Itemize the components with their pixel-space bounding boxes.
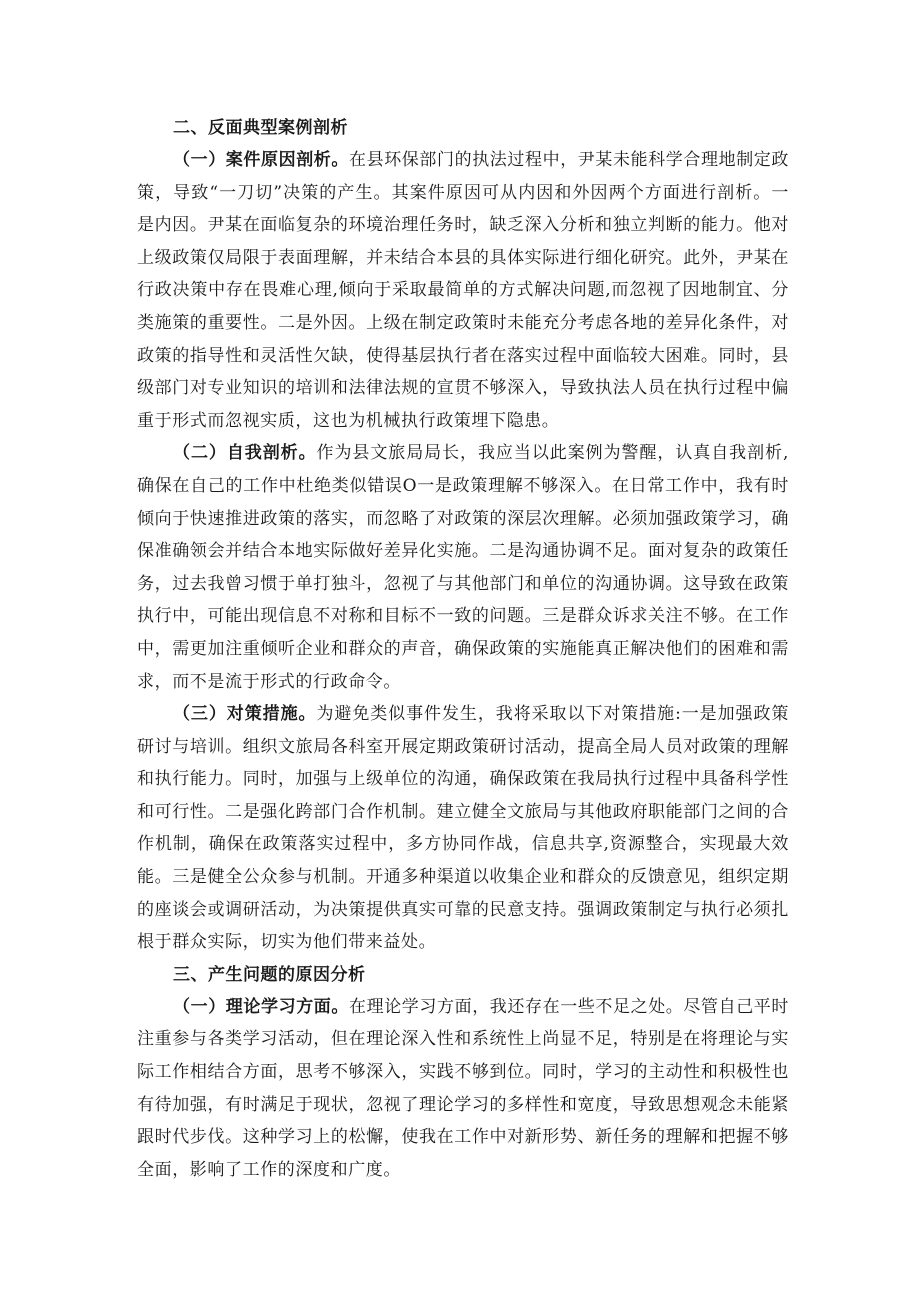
paragraph-text: 在县环保部门的执法过程中，尹某未能科学合理地制定政策，导致“一刀切”决策的产生。其案件原因可从内因和外因两个方面进行剖析。一是内因。尹某在面临复杂的环境治理任务时，缺乏深入分析和独立判断的能力。他对上级政策仅局限于表面理解，并未结合本县的具体实际进行细化研究。此外，尹某在行政决策中存在畏难心理,倾向于采取最简单的方式解决问题,而忽视了因地制宜、分类施策的重要性。二是外因。上级在制定政策时未能充分考虑各地的差异化条件，对政策的指导性和灵活性欠缺，使得基层执行者在落实过程中面临较大困难。同时，县级部门对专业知识的培训和法律法规的宣贯不够深入，导致执法人员在执行过程中偏重于形式而忽视实质，这也为机械执行政策埋下隐患。 bbox=[137, 150, 789, 431]
paragraph-text: 在理论学习方面，我还存在一些不足之处。尽管自己平时注重参与各类学习活动，但在理论深入性和系统性上尚显不足，特别是在将理论与实际工作相结合方面，思考不够深入，实践不够到位。同时，学习的主动性和积极性也有待加强，有时满足于现状，忽视了理论学习的多样性和宽度，导致思想观念未能紧跟时代步伐。这种学习上的松懈，使我在工作中对新形势、新任务的理解和把握不够全面，影响了工作的深度和广度。 bbox=[137, 996, 789, 1180]
section-heading-cause-analysis: 三、产生问题的原因分析 bbox=[173, 964, 366, 985]
paragraph-lead: （一）案件原因剖析。 bbox=[173, 150, 349, 170]
paragraph-lead: （三）对策措施。 bbox=[173, 704, 317, 725]
paragraph-countermeasures bbox=[137, 698, 789, 959]
paragraph-theory-study bbox=[137, 991, 789, 1187]
paragraph-self-analysis bbox=[137, 437, 789, 698]
document-body bbox=[137, 112, 789, 1186]
paragraph-case-cause bbox=[137, 144, 789, 437]
section-heading-case-analysis: 二、反面典型案例剖析 bbox=[173, 118, 348, 138]
paragraph-lead: （一）理论学习方面。 bbox=[173, 996, 349, 1017]
paragraph-text: 作为县文旅局局长，我应当以此案例为警醒，认真自我剖析,确保在自己的工作中杜绝类似错误O一是政策理解不够深入。在日常工作中，我有时倾向于快速推进政策的落实，而忽略了对政策的深层次理解。必须加强政策学习，确保准确领会并结合本地实际做好差异化实施。二是沟通协调不足。面对复杂的政策任务，过去我曾习惯于单打独斗，忽视了与其他部门和单位的沟通协调。这导致在政策执行中，可能出现信息不对称和目标不一致的问题。三是群众诉求关注不够。在工作中，需更加注重倾听企业和群众的声音，确保政策的实施能真正解决他们的困难和需求，而不是流于形式的行政命令。 bbox=[137, 443, 789, 692]
paragraph-lead: （二）自我剖析。 bbox=[173, 443, 317, 464]
paragraph-text: 为避免类似事件发生，我将采取以下对策措施:一是加强政策研讨与培训。组织文旅局各科室开展定期政策研讨活动，提高全局人员对政策的理解和执行能力。同时，加强与上级单位的沟通，确保政策在我局执行过程中具备科学性和可行性。二是强化跨部门合作机制。建立健全文旅局与其他政府职能部门之间的合作机制，确保在政策落实过程中，多方协同作战，信息共享,资源整合，实现最大效能。三是健全公众参与机制。开通多种渠道以收集企业和群众的反馈意见，组织定期的座谈会或调研活动，为决策提供真实可靠的民意支持。强调政策制定与执行必须扎根于群众实际，切实为他们带来益处。 bbox=[137, 704, 789, 953]
